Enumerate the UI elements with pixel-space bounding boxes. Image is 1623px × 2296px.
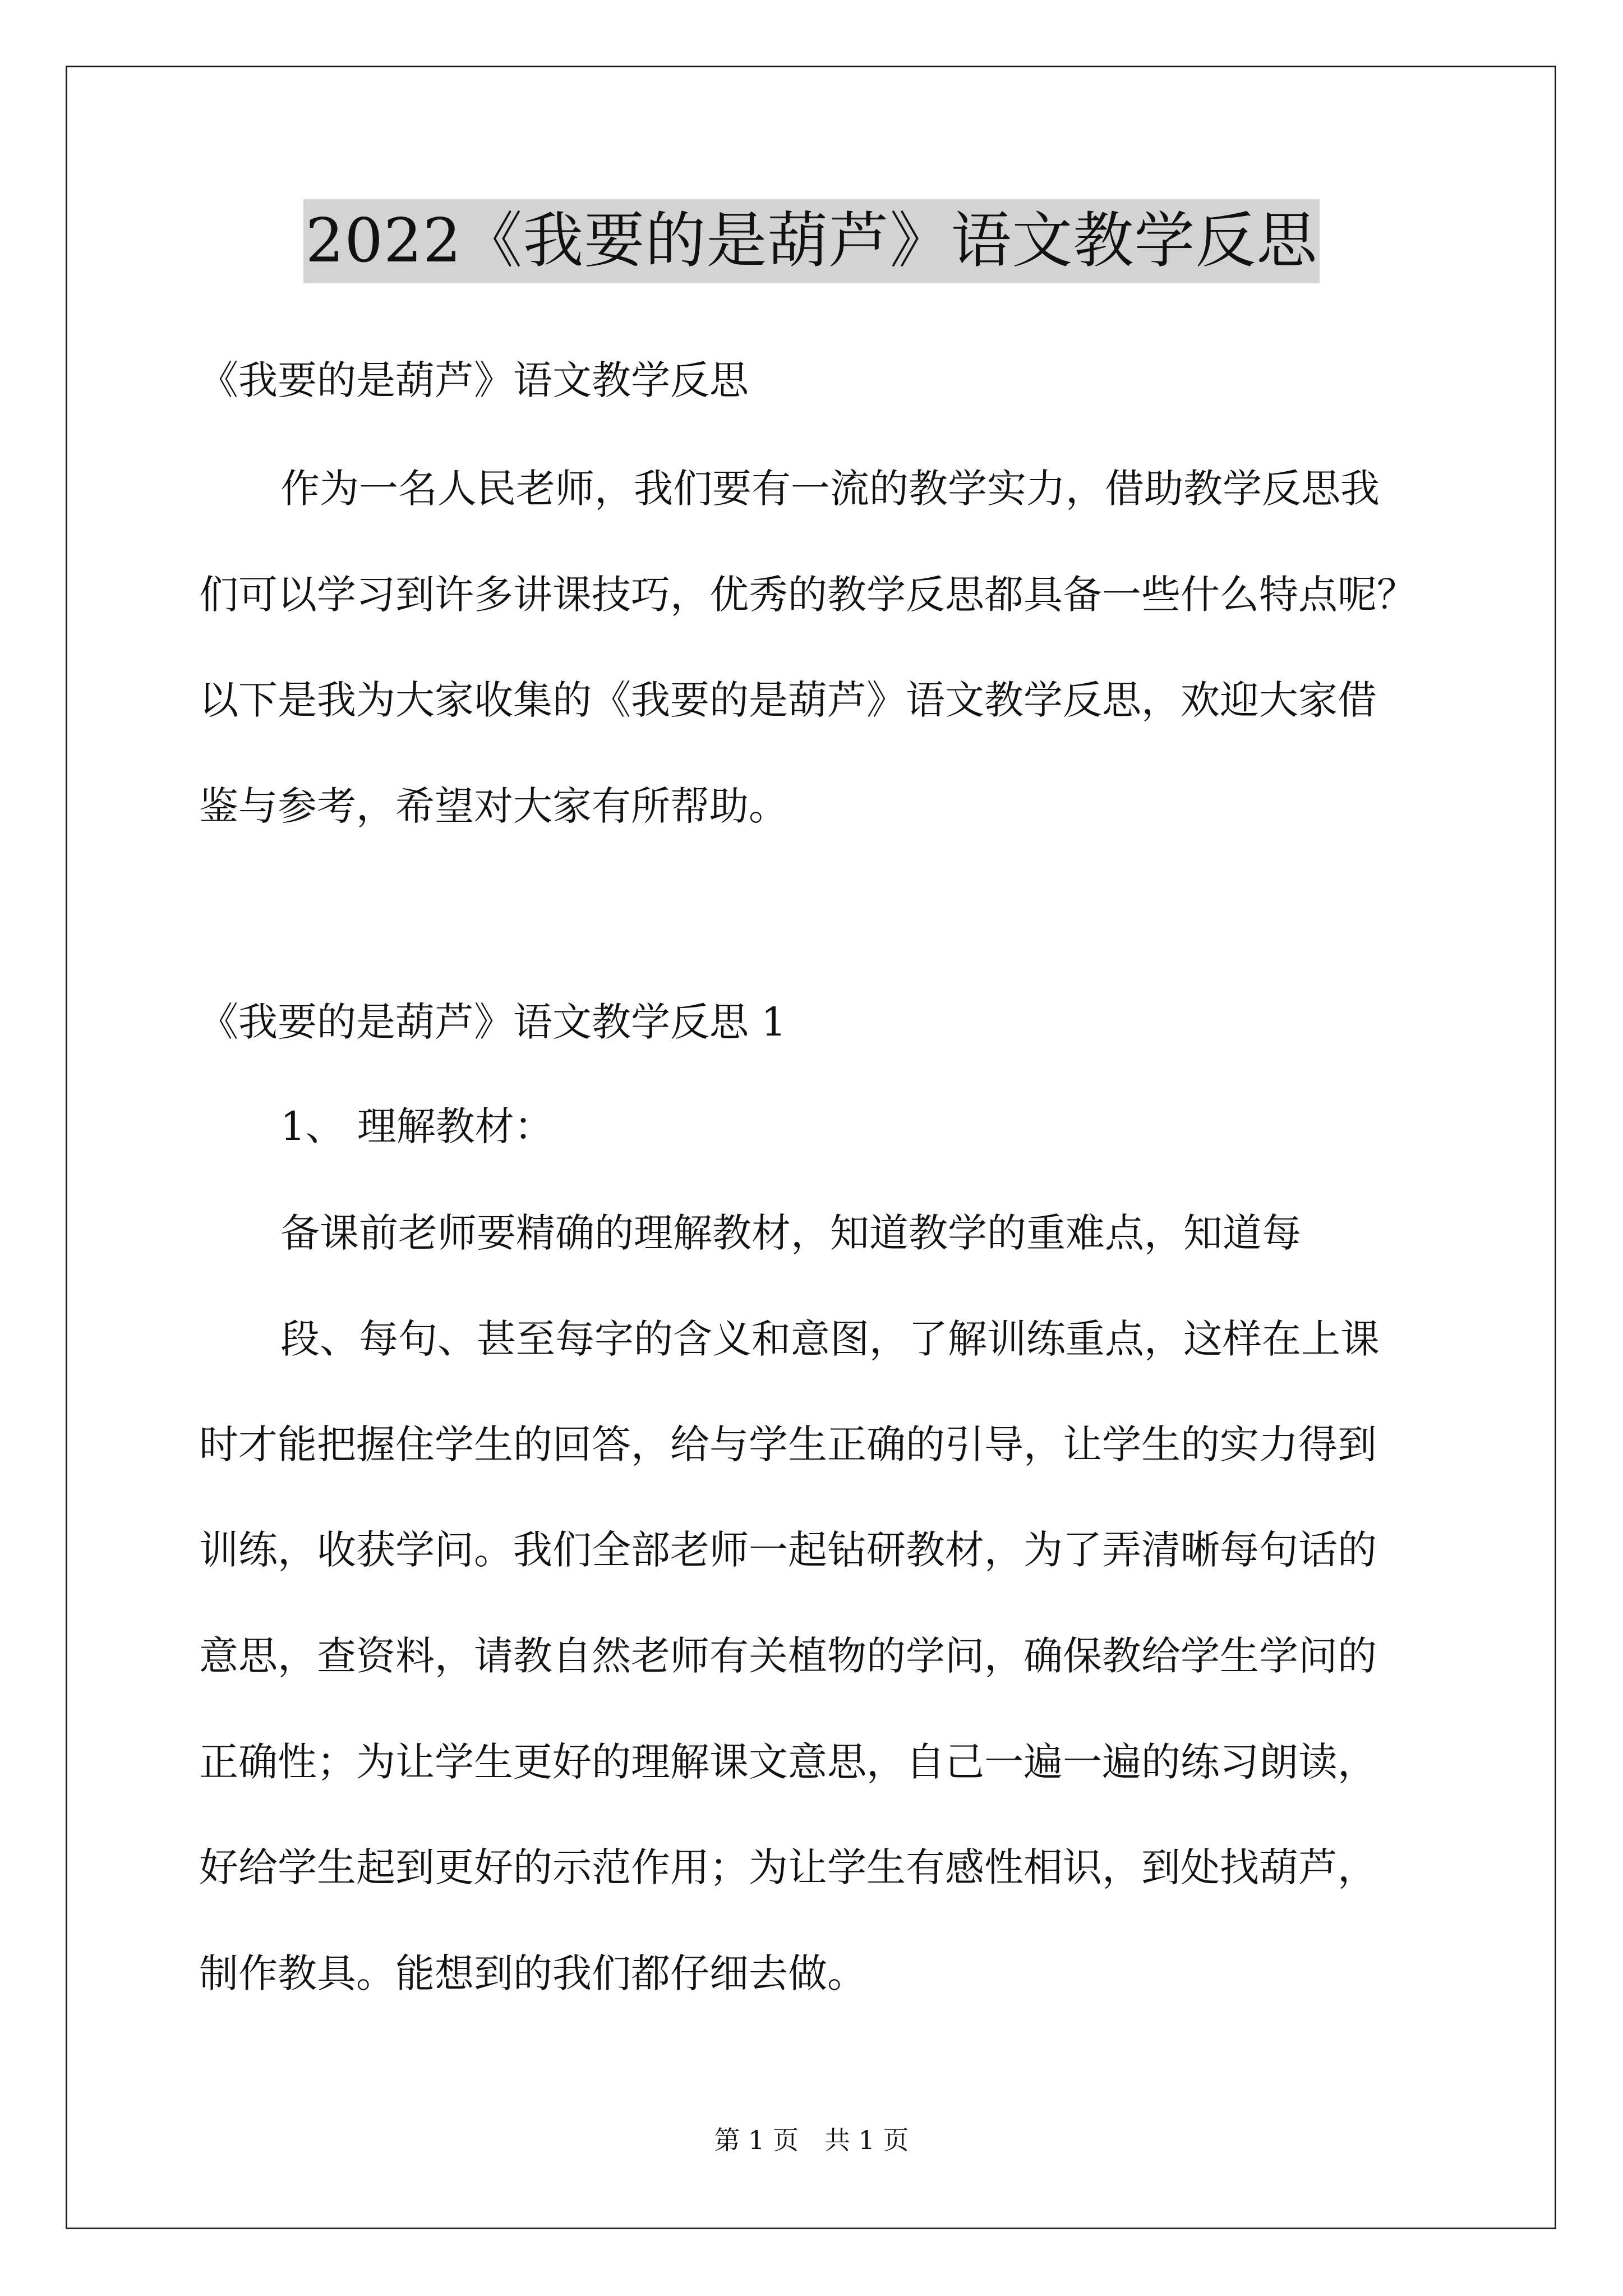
body-line: 意思，查资料，请教自然老师有关植物的学问，确保教给学生学问的: [199, 1633, 1377, 1679]
body-line: 时才能把握住学生的回答，给与学生正确的引导，让学生的实力得到: [199, 1421, 1377, 1467]
document-title: 2022《我要的是葫芦》语文教学反思: [303, 199, 1320, 283]
section-heading: 《我要的是葫芦》语文教学反思 1: [199, 999, 786, 1045]
body-line: 段、每句、甚至每字的含义和意图，了解训练重点，这样在上课: [280, 1316, 1380, 1362]
body-line: 正确性；为让学生更好的理解课文意思，自己一遍一遍的练习朗读，: [199, 1739, 1377, 1785]
intro-line: 作为一名人民老师，我们要有一流的教学实力，借助教学反思我: [280, 466, 1380, 512]
page-footer: 第 1 页 共 1 页: [714, 2125, 909, 2155]
intro-line: 以下是我为大家收集的《我要的是葫芦》语文教学反思，欢迎大家借: [199, 677, 1377, 723]
document-heading: 《我要的是葫芦》语文教学反思: [199, 357, 749, 403]
item-label: 1、 理解教材：: [280, 1103, 554, 1149]
body-line: 制作教具。能想到的我们都仔细去做。: [199, 1950, 866, 1996]
intro-line: 们可以学习到许多讲课技巧，优秀的教学反思都具备一些什么特点呢？: [199, 572, 1416, 618]
intro-line: 鉴与参考，希望对大家有所帮助。: [199, 783, 788, 829]
title-container: [0, 199, 1623, 283]
body-line: 好给学生起到更好的示范作用；为让学生有感性相识，到处找葫芦，: [199, 1844, 1377, 1890]
body-line: 训练，收获学问。我们全部老师一起钻研教材，为了弄清晰每句话的: [199, 1527, 1377, 1573]
body-line: 备课前老师要精确的理解教材，知道教学的重难点，知道每: [280, 1210, 1301, 1256]
